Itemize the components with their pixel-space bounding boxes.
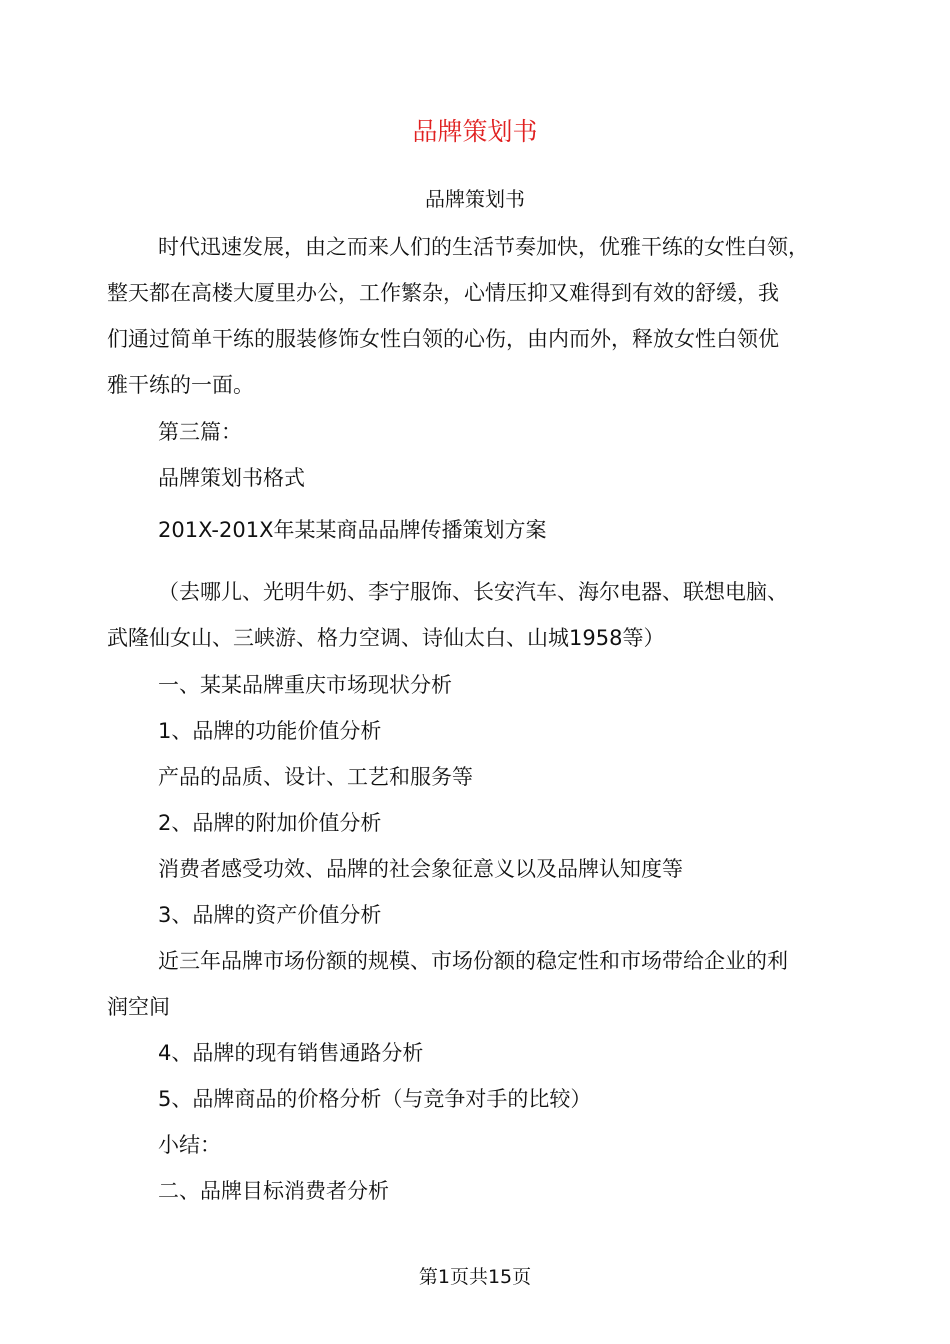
outline-item-2-desc: 消费者感受功效、品牌的社会象征意义以及品牌认知度等 (158, 857, 683, 881)
summary-label: 小结： (158, 1133, 221, 1157)
outline-item-1: 1、品牌的功能价值分析 (158, 719, 382, 743)
format-title: 品牌策划书格式 (158, 466, 305, 490)
outline-item-4: 4、品牌的现有销售通路分析 (158, 1041, 424, 1065)
section-label: 第三篇： (158, 420, 242, 444)
outline-item-3-desc-1: 近三年品牌市场份额的规模、市场份额的稳定性和市场带给企业的利 (158, 949, 788, 973)
plan-title: 201X-201X年某某商品品牌传播策划方案 (158, 518, 547, 542)
document-subtitle: 品牌策划书 (425, 187, 525, 211)
outline-item-3-desc-2: 润空间 (107, 995, 170, 1019)
intro-line-3: 们通过简单干练的服装修饰女性白领的心伤，由内而外，释放女性白领优 (107, 327, 779, 351)
outline-heading-1: 一、某某品牌重庆市场现状分析 (158, 673, 452, 697)
outline-item-3: 3、品牌的资产价值分析 (158, 903, 382, 927)
outline-item-5: 5、品牌商品的价格分析（与竞争对手的比较） (158, 1087, 592, 1111)
outline-item-2: 2、品牌的附加价值分析 (158, 811, 382, 835)
intro-line-2: 整天都在高楼大厦里办公，工作繁杂，心情压抑又难得到有效的舒缓，我 (107, 281, 779, 305)
examples-line-2: 武隆仙女山、三峡游、格力空调、诗仙太白、山城1958等） (107, 626, 665, 650)
intro-line-1: 时代迅速发展，由之而来人们的生活节奏加快，优雅干练的女性白领， (158, 235, 809, 259)
intro-line-4: 雅干练的一面。 (107, 373, 254, 397)
page-footer: 第1页共15页 (418, 1266, 532, 1288)
page-title: 品牌策划书 (412, 117, 538, 146)
examples-line-1: （去哪儿、光明牛奶、李宁服饰、长安汽车、海尔电器、联想电脑、 (158, 580, 788, 604)
outline-item-1-desc: 产品的品质、设计、工艺和服务等 (158, 765, 473, 789)
outline-heading-2: 二、品牌目标消费者分析 (158, 1179, 389, 1203)
